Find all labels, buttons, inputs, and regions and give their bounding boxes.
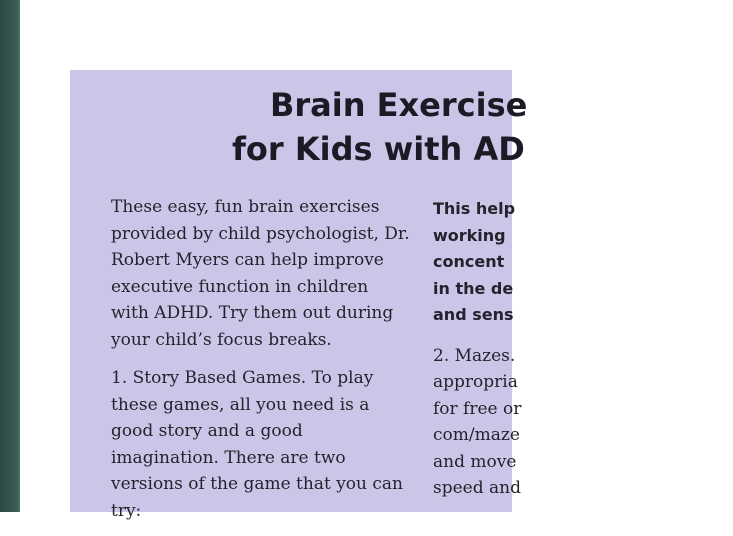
content-panel	[70, 70, 528, 521]
mazes-line: and move	[433, 451, 517, 472]
highlight-line: in the de	[433, 278, 514, 298]
mazes-paragraph	[433, 343, 733, 502]
chalkboard-edge	[0, 0, 20, 512]
title-line-2: for Kids with AD	[232, 130, 525, 168]
mazes-line: com/maze	[433, 425, 520, 445]
right-column	[433, 196, 733, 502]
intro-paragraph: These easy, fun brain exercises provided by child psychologist, Dr. Robert Myers can help improve executive function in children with ADHD. Try them out during your child’s focus breaks.	[111, 197, 410, 350]
highlight-paragraph	[433, 196, 733, 329]
title-line-1: Brain Exercise	[270, 86, 528, 124]
mazes-line: 2. Mazes.	[433, 345, 516, 366]
story-games-paragraph: 1. Story Based Games. To play these games, all you need is a good story and a good imagination. There are two versions of the game that you can try:	[111, 368, 403, 521]
mazes-line: for free or	[433, 398, 522, 419]
highlight-line: working	[433, 225, 506, 245]
highlight-line: and sens	[433, 305, 514, 324]
highlight-line: concent	[433, 252, 505, 271]
left-column	[111, 194, 411, 536]
mazes-line: appropria	[433, 372, 518, 392]
highlight-line: This help	[433, 199, 516, 218]
mazes-line: speed and	[433, 478, 521, 498]
